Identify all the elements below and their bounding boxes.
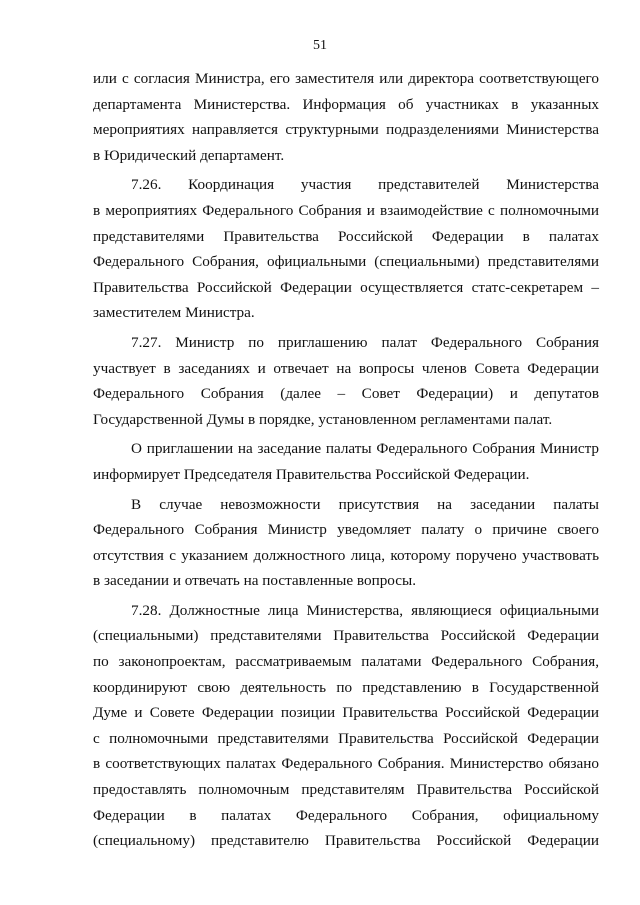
text-line: Федерального Собрания Министр уведомляет палату о причине своего (93, 521, 599, 539)
text-line: Думе и Совете Федерации позиции Правительства Российской Федерации (93, 704, 599, 722)
document-body (93, 66, 599, 854)
text-line: В случае невозможности присутствия на заседании палаты (131, 495, 599, 513)
paragraph (93, 598, 599, 854)
text-line: в мероприятиях Федерального Собрания и взаимодействие с полномочными (93, 201, 599, 219)
text-line: с полномочными представителями Правительства Российской Федерации (93, 729, 599, 747)
text-line: в соответствующих палатах Федерального Собрания. Министерство обязано (93, 755, 599, 773)
text-line: 7.27. Министр по приглашению палат Федерального Собрания (131, 333, 599, 351)
text-line: Федерального Собрания (далее – Совет Федерации) и депутатов (93, 385, 599, 403)
text-line: участвует в заседаниях и отвечает на вопросы членов Совета Федерации (93, 359, 599, 377)
text-line: 7.28. Должностные лица Министерства, являющиеся официальными (131, 601, 599, 619)
text-line: или с согласия Министра, его заместителя или директора соответствующего (93, 70, 599, 87)
text-line: Правительства Российской Федерации осуществляется статс-секретарем – (93, 278, 599, 296)
text-line: (специальному) представителю Правительства Российской Федерации (93, 832, 599, 850)
text-line: Федерального Собрания, официальными (специальными) представителями (93, 253, 599, 271)
text-line: в заседании и отвечать на поставленные вопросы. (93, 572, 417, 590)
paragraph (93, 66, 599, 168)
paragraph (93, 330, 599, 432)
text-line: по законопроектам, рассматриваемым палатами Федерального Собрания, (93, 653, 599, 671)
text-line: заместителем Министра. (93, 304, 255, 322)
text-line: информирует Председателя Правительства Российской Федерации. (93, 465, 530, 483)
paragraph (93, 436, 599, 487)
text-line: департамента Министерства. Информация об участниках в указанных (93, 95, 599, 113)
text-line: 7.26. Координация участия представителей Министерства (131, 176, 599, 194)
text-line: Государственной Думы в порядке, установленном регламентами палат. (93, 410, 553, 428)
paragraph (93, 172, 599, 326)
text-line: О приглашении на заседание палаты Федерального Собрания Министр (131, 440, 599, 458)
text-line: Федерации в палатах Федерального Собрания, официальному (93, 806, 599, 824)
text-line: отсутствия с указанием должностного лица, которому поручено участвовать (93, 546, 599, 564)
text-line: (специальными) представителями Правительства Российской Федерации (93, 627, 599, 645)
text-line: в Юридический департамент. (93, 146, 285, 164)
paragraph (93, 492, 599, 594)
page-number: 51 (313, 38, 327, 53)
text-line: предоставлять полномочным представителям Правительства Российской (93, 781, 599, 799)
text-line: представителями Правительства Российской Федерации в палатах (93, 227, 599, 245)
text-line: координируют свою деятельность по представлению в Государственной (93, 678, 599, 696)
text-line: мероприятиях направляется структурными подразделениями Министерства (93, 121, 599, 139)
